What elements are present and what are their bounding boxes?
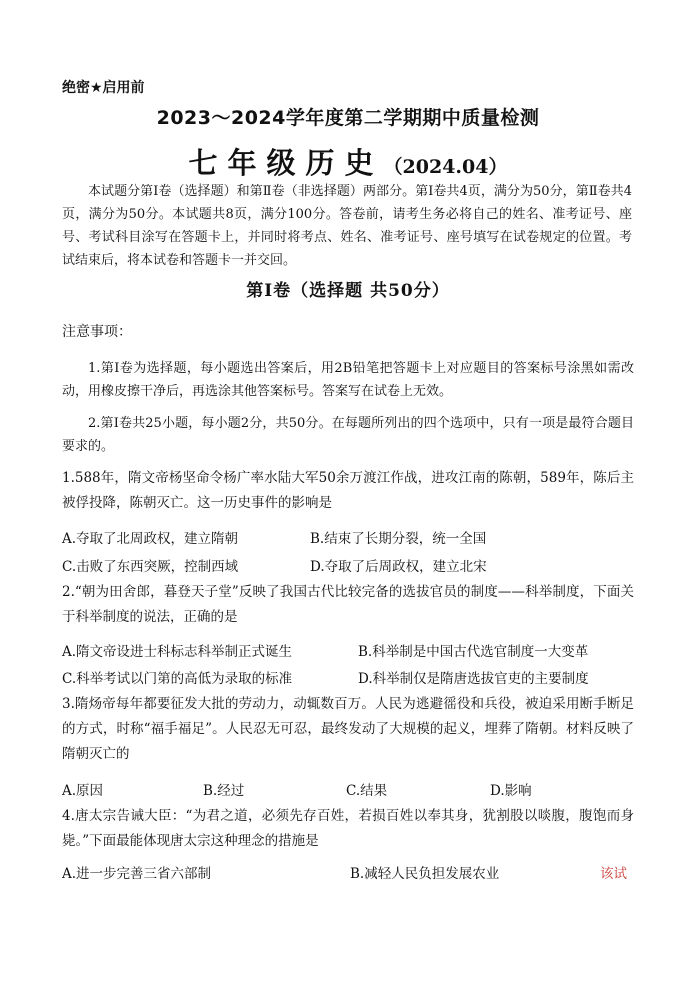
question-stem: 1.588年，隋文帝杨坚命令杨广率水陆大军50余万渡江作战，进攻江南的陈朝，589年，陈后主被俘投降，陈朝灭亡。这一历史事件的影响是 xyxy=(62,470,634,511)
option-d: D.夺取了后周政权，建立北宋 xyxy=(310,559,487,575)
note-item: 1.第Ⅰ卷为选择题，每小题选出答案后，用2B铅笔把答题卡上对应题目的答案标号涂黑如需改动，用橡皮擦干净后，再选涂其他答案标号。答案写在试卷上无效。 xyxy=(62,361,634,399)
option-d: D.科举制仅是隋唐选拔官吏的主要制度 xyxy=(358,671,589,687)
section-title: 第Ⅰ卷（选择题 共50分） xyxy=(246,281,450,301)
option-d: D.影响 xyxy=(490,783,532,799)
question-stem: 4.唐太宗告诫大臣：“为君之道，必须先存百姓，若损百姓以奉其身，犹割股以啖腹，腹饱而身毙。”下面最能体现唐太宗这种理念的措施是 xyxy=(62,808,634,849)
note-item: 2.第Ⅰ卷共25小题，每小题2分，共50分。在每题所列出的四个选项中，只有一项是最符合题目要求的。 xyxy=(62,416,634,454)
option-c: C.击败了东西突厥，控制西域 xyxy=(62,559,239,575)
option-c: C.结果 xyxy=(346,783,388,799)
subject-heading xyxy=(0,141,696,182)
subject-name: 七年级历史 xyxy=(188,146,384,180)
option-a: A.进一步完善三省六部制 xyxy=(62,866,212,882)
question-stem: 2.“朝为田舍郎，暮登天子堂”反映了我国古代比较完备的选拔官员的制度——科举制度，下面关于科举制度的说法，正确的是 xyxy=(62,584,634,625)
option-a: A.夺取了北周政权，建立隋朝 xyxy=(62,531,239,547)
option-a: A.原因 xyxy=(62,783,104,799)
option-b: B.科举制是中国古代选官制度一大变革 xyxy=(358,644,589,660)
confidential-label: 绝密★启用前 xyxy=(62,80,145,96)
option-b: B.结束了长期分裂，统一全国 xyxy=(310,531,487,547)
question-stem: 3.隋炀帝每年都要征发大批的劳动力，动辄数百万。人民为逃避徭役和兵役，被迫采用断手断足的方式，时称“福手福足”。人民忍无可忍，最终发动了大规模的起义，埋葬了隋朝。材料反映了隋朝灭亡的 xyxy=(62,696,634,762)
option-b: B.减轻人民负担发展农业 xyxy=(350,866,500,882)
exam-instructions: 本试题分第Ⅰ卷（选择题）和第Ⅱ卷（非选择题）两部分。第Ⅰ卷共4页，满分为50分，第Ⅱ卷共4页，满分为50分。本试题共8页，满分100分。答卷前，请考生务必将自己的姓名、准考证号、座号、考试科目涂写在答题卡上，并同时将考点、姓名、准考证号、座号填写在试卷规定的位置。考试结束后，将本试卷和答题卡一并交回。 xyxy=(62,184,632,268)
watermark-text: 该试 xyxy=(600,866,627,882)
option-b: B.经过 xyxy=(203,783,245,799)
exam-date: （2024.04） xyxy=(383,156,508,178)
option-a: A.隋文帝设进士科标志科举制正式诞生 xyxy=(62,644,293,660)
notes-heading: 注意事项： xyxy=(62,324,132,340)
option-c: C.科举考试以门第的高低为录取的标准 xyxy=(62,671,293,687)
exam-title: 2023～2024学年度第二学期期中质量检测 xyxy=(156,107,540,129)
